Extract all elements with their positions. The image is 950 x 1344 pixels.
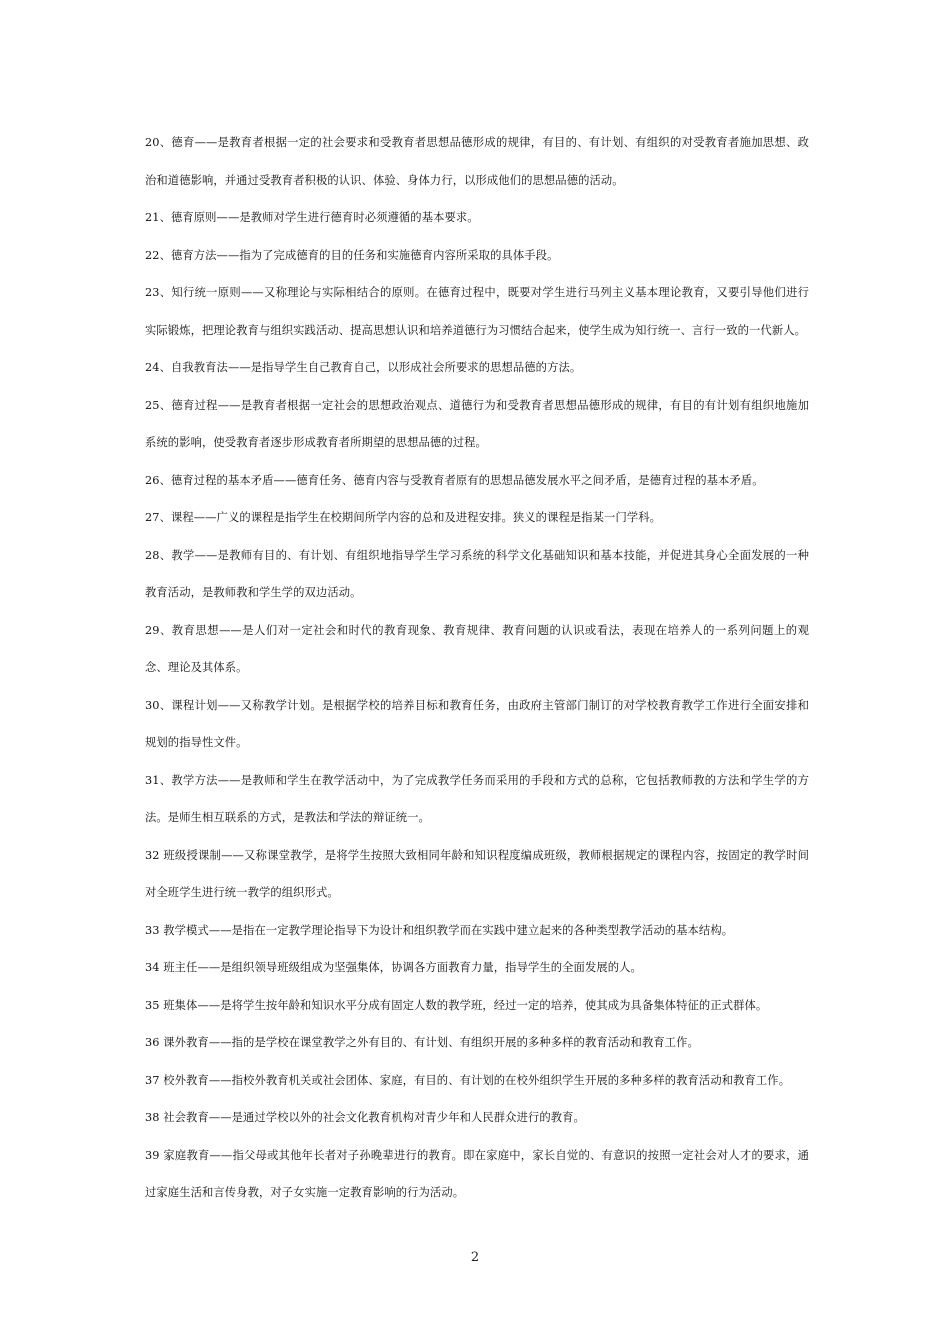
- definition-entry-35: 35 班集体——是将学生按年龄和知识水平分成有固定人数的教学班，经过一定的培养，使其成为具备集体特征的正式群体。: [145, 998, 768, 1012]
- definition-entry-24: 24、自我教育法——是指导学生自己教育自己，以形成社会所要求的思想品德的方法。: [145, 361, 582, 374]
- definition-entry-25: 25、德育过程——是教育者根据一定社会的思想政治观点、道德行为和受教育者思想品德形成的规律，有目的有计划有组织地施加系统的影响，使受教育者逐步形成教育者所期望的思想品德的过程。: [145, 398, 809, 449]
- definition-entry-33: 33 教学模式——是指在一定教学理论指导下为设计和组织教学而在实践中建立起来的各种类型教学活动的基本结构。: [145, 923, 734, 937]
- definition-entry-26: 26、德育过程的基本矛盾——德育任务、德育内容与受教育者原有的思想品德发展水平之间矛盾，是德育过程的基本矛盾。: [145, 473, 764, 487]
- definition-entry-28: 28、教学——是教师有目的、有计划、有组织地指导学生学习系统的科学文化基础知识和基本技能，并促进其身心全面发展的一种教育活动，是教师教和学生学的双边活动。: [145, 548, 809, 599]
- definition-entry-36: 36 课外教育——指的是学校在课堂教学之外有目的、有计划、有组织开展的多种多样的教育活动和教育工作。: [145, 1036, 699, 1049]
- definition-entry-30: 30、课程计划——又称教学计划。是根据学校的培养目标和教育任务，由政府主管部门制订的对学校教育教学工作进行全面安排和规划的指导性文件。: [145, 698, 809, 749]
- definition-entry-39: 39 家庭教育——指父母或其他年长者对子孙晚辈进行的教育。即在家庭中，家长自觉的、有意识的按照一定社会对人才的要求，通过家庭生活和言传身教，对子女实施一定教育影响的行为活动。: [145, 1148, 809, 1199]
- document-body: [145, 124, 809, 1212]
- definition-entry-37: 37 校外教育——指校外教育机关或社会团体、家庭，有目的、有计划的在校外组织学生开展的多种多样的教育活动和教育工作。: [145, 1073, 791, 1087]
- definition-entry-34: 34 班主任——是组织领导班级组成为坚强集体，协调各方面教育力量，指导学生的全面发展的人。: [145, 961, 642, 974]
- definition-entry-21: 21、德育原则——是教师对学生进行德育时必须遵循的基本要求。: [145, 211, 479, 224]
- definition-entry-23: 23、知行统一原则——又称理论与实际相结合的原则。在德育过程中，既要对学生进行马列主义基本理论教育，又要引导他们进行实际锻炼，把理论教育与组织实践活动、提高思想认识和培养道德行为习惯结合起来，使学生成为知行统一、言行一致的一代新人。: [145, 286, 809, 337]
- definition-entry-38: 38 社会教育——是通过学校以外的社会文化教育机构对青少年和人民群众进行的教育。: [145, 1111, 585, 1124]
- definition-entry-31: 31、教学方法——是教师和学生在教学活动中，为了完成教学任务而采用的手段和方式的总称，它包括教师教的方法和学生学的方法。是师生相互联系的方式，是教法和学法的辩证统一。: [145, 773, 809, 824]
- page-number: 2: [470, 1250, 480, 1265]
- definition-entry-27: 27、课程——广义的课程是指学生在校期间所学内容的总和及进程安排。狭义的课程是指某一门学科。: [145, 511, 662, 524]
- definition-entry-20: 20、德育——是教育者根据一定的社会要求和受教育者思想品德形成的规律，有目的、有计划、有组织的对受教育者施加思想、政治和道德影响，并通过受教育者积极的认识、体验、身体力行，以形成他们的思想品德的活动。: [145, 136, 809, 187]
- definition-entry-29: 29、教育思想——是人们对一定社会和时代的教育现象、教育规律、教育问题的认识或看法，表现在培养人的一系列问题上的观念、理论及其体系。: [145, 623, 809, 674]
- definition-entry-32: 32 班级授课制——又称课堂教学，是将学生按照大致相同年龄和知识程度编成班级，教师根据规定的课程内容，按固定的教学时间对全班学生进行统一教学的组织形式。: [145, 848, 809, 899]
- definition-entry-22: 22、德育方法——指为了完成德育的目的任务和实施德育内容所采取的具体手段。: [145, 248, 559, 262]
